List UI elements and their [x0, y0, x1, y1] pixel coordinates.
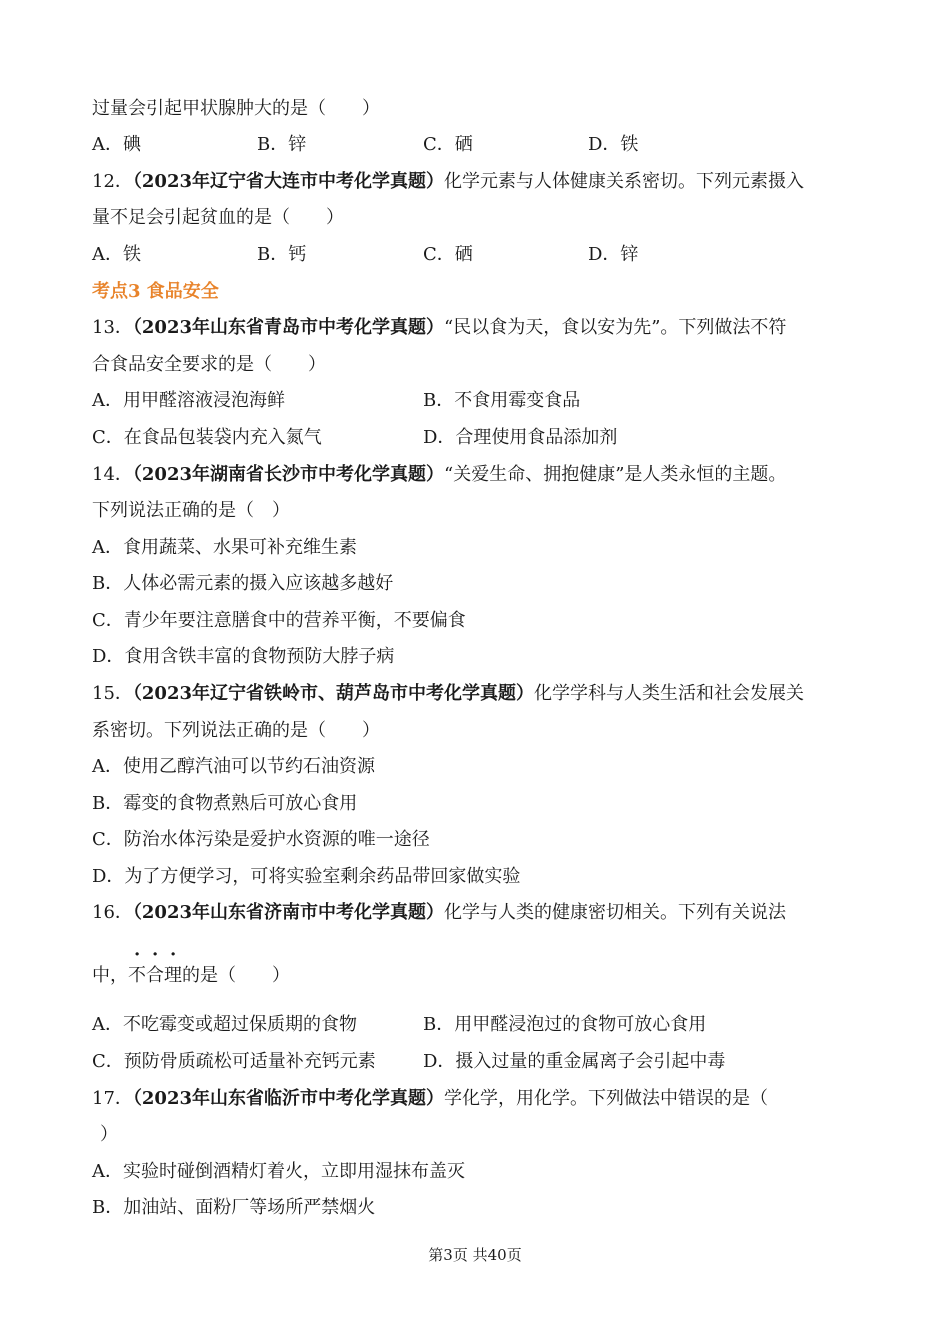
q13-option-a: A．用甲醛溶液浸泡海鲜 [92, 390, 285, 411]
question-source: （2023年山东省青岛市中考化学真题） [132, 317, 445, 338]
question-source: （2023年辽宁省铁岭市、葫芦岛市中考化学真题） [132, 683, 535, 704]
question-source: （2023年山东省济南市中考化学真题） [132, 902, 445, 923]
emphasized-text: 不合理 [128, 965, 182, 986]
q13-option-c: C．在食品包装袋内充入氮气 [92, 427, 322, 448]
q11-option-c: C．硒 [423, 134, 473, 155]
question-source: （2023年辽宁省大连市中考化学真题） [132, 171, 445, 192]
question-number: 16． [92, 902, 133, 923]
question-17-line-1 [92, 1087, 768, 1111]
q15-option-a: A．使用乙醇汽油可以节约石油资源 [92, 756, 375, 777]
question-12-line-2: 量不足会引起贫血的是（ ） [92, 207, 344, 228]
question-15-line-2: 系密切。下列说法正确的是（ ） [92, 720, 380, 741]
question-text: 化学元素与人体健康关系密切。下列元素摄入 [444, 171, 805, 192]
question-text: 中， [92, 965, 128, 986]
emphasis-dot: · [152, 944, 159, 965]
q17-option-a: A．实验时碰倒酒精灯着火，立即用湿抹布盖灭 [92, 1161, 465, 1182]
q15-option-d: D．为了方便学习，可将实验室剩余药品带回家做实验 [92, 866, 521, 887]
q16-option-a: A．不吃霉变或超过保质期的食物 [92, 1014, 357, 1035]
question-source: （2023年山东省临沂市中考化学真题） [132, 1088, 445, 1109]
q14-option-a: A．食用蔬菜、水果可补充维生素 [92, 537, 357, 558]
question-14-line-1 [92, 463, 786, 487]
question-text: 学化学，用化学。下列做法中错误的是（ [444, 1088, 769, 1109]
question-text: “关爱生命、拥抱健康”是人类永恒的主题。 [444, 464, 787, 485]
q14-option-c: C．青少年要注意膳食中的营养平衡，不要偏食 [92, 610, 466, 631]
q11-option-d: D．铁 [588, 134, 639, 155]
question-number: 12． [92, 171, 133, 192]
question-12-line-1 [92, 170, 804, 194]
question-16-line-2 [92, 964, 290, 988]
question-number: 13． [92, 317, 133, 338]
question-13-line-1 [92, 316, 786, 340]
question-text: 化学学科与人类生活和社会发展关 [534, 683, 805, 704]
question-number: 14． [92, 464, 133, 485]
emphasis-dot: · [170, 944, 177, 965]
q14-option-d: D．食用含铁丰富的食物预防大脖子病 [92, 646, 395, 667]
question-text: “民以食为天，食以安为先”。下列做法不符 [444, 317, 787, 338]
question-number: 17． [92, 1088, 133, 1109]
q11-option-b: B．锌 [257, 134, 307, 155]
q12-option-b: B．钙 [257, 244, 307, 265]
q16-option-c: C．预防骨质疏松可适量补充钙元素 [92, 1051, 376, 1072]
q11-option-a: A．碘 [92, 134, 141, 155]
question-11-stem: 过量会引起甲状腺肿大的是（ ） [92, 98, 380, 119]
question-text: 的是（ ） [182, 965, 290, 986]
q12-option-c: C．硒 [423, 244, 473, 265]
question-text: 化学与人类的健康密切相关。下列有关说法 [444, 902, 787, 923]
question-17-line-2: ） [100, 1124, 118, 1145]
q13-option-b: B．不食用霉变食品 [423, 390, 581, 411]
question-16-line-1 [92, 901, 786, 925]
q16-option-d: D．摄入过量的重金属离子会引起中毒 [423, 1051, 726, 1072]
q14-option-b: B．人体必需元素的摄入应该越多越好 [92, 573, 394, 594]
q12-option-d: D．锌 [588, 244, 639, 265]
question-15-line-1 [92, 682, 804, 706]
q15-option-c: C．防治水体污染是爱护水资源的唯一途径 [92, 829, 430, 850]
q15-option-b: B．霉变的食物煮熟后可放心食用 [92, 793, 358, 814]
emphasis-dot: · [134, 944, 141, 965]
question-13-line-2: 合食品安全要求的是（ ） [92, 354, 326, 375]
q17-option-b: B．加油站、面粉厂等场所严禁烟火 [92, 1197, 376, 1218]
question-14-line-2: 下列说法正确的是（ ） [92, 500, 290, 521]
question-source: （2023年湖南省长沙市中考化学真题） [132, 464, 445, 485]
question-number: 15． [92, 683, 133, 704]
q13-option-d: D．合理使用食品添加剂 [423, 427, 618, 448]
q16-option-b: B．用甲醛浸泡过的食物可放心食用 [423, 1014, 707, 1035]
section-heading: 考点3 食品安全 [92, 281, 219, 302]
q12-option-a: A．铁 [92, 244, 141, 265]
page-footer: 第3页 共40页 [428, 1246, 522, 1264]
